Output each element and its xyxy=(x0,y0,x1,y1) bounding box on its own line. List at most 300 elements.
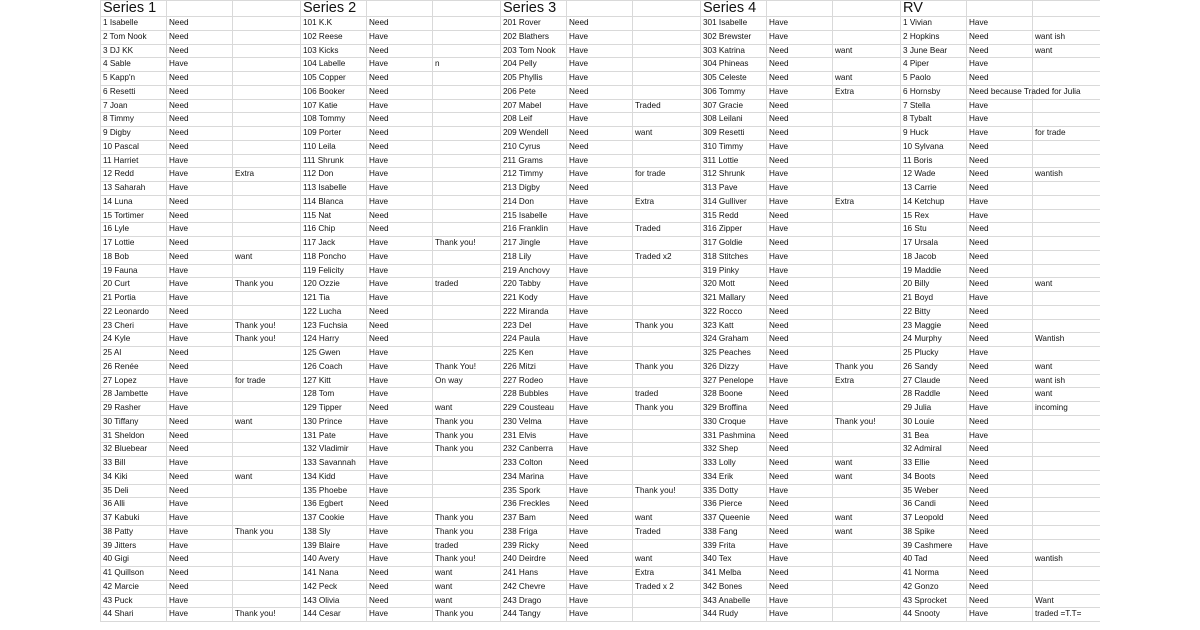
item-name-cell[interactable]: 133 Savannah xyxy=(301,457,367,471)
status-cell[interactable]: Have xyxy=(567,278,633,292)
note-cell[interactable]: Thank you xyxy=(233,525,301,539)
empty-cell[interactable] xyxy=(567,1,633,17)
status-cell[interactable]: Have xyxy=(167,525,233,539)
item-name-cell[interactable]: 225 Ken xyxy=(501,347,567,361)
note-cell[interactable]: want xyxy=(1033,388,1101,402)
status-cell[interactable]: Have xyxy=(967,402,1033,416)
status-cell[interactable]: Have xyxy=(767,195,833,209)
status-cell[interactable]: Have xyxy=(167,333,233,347)
item-name-cell[interactable]: 8 Tybalt xyxy=(901,113,967,127)
status-cell[interactable]: Need xyxy=(167,127,233,141)
note-cell[interactable] xyxy=(433,498,501,512)
note-cell[interactable]: want xyxy=(433,402,501,416)
item-name-cell[interactable]: 330 Croque xyxy=(701,415,767,429)
item-name-cell[interactable]: 341 Melba xyxy=(701,567,767,581)
note-cell[interactable]: want xyxy=(633,127,701,141)
status-cell[interactable]: Need xyxy=(967,140,1033,154)
note-cell[interactable] xyxy=(433,319,501,333)
note-cell[interactable] xyxy=(233,388,301,402)
note-cell[interactable] xyxy=(1033,498,1101,512)
status-cell[interactable]: Need xyxy=(967,470,1033,484)
item-name-cell[interactable]: 22 Leonardo xyxy=(101,305,167,319)
note-cell[interactable] xyxy=(633,443,701,457)
status-cell[interactable]: Have xyxy=(167,608,233,622)
note-cell[interactable]: Thank you xyxy=(833,360,901,374)
note-cell[interactable] xyxy=(833,580,901,594)
item-name-cell[interactable]: 6 Resetti xyxy=(101,85,167,99)
note-cell[interactable] xyxy=(1033,525,1101,539)
item-name-cell[interactable]: 316 Zipper xyxy=(701,223,767,237)
item-name-cell[interactable]: 304 Phineas xyxy=(701,58,767,72)
item-name-cell[interactable]: 33 Bill xyxy=(101,457,167,471)
note-cell[interactable]: wantish xyxy=(1033,553,1101,567)
item-name-cell[interactable]: 120 Ozzie xyxy=(301,278,367,292)
item-name-cell[interactable]: 29 Julia xyxy=(901,402,967,416)
status-cell[interactable]: Have xyxy=(367,553,433,567)
status-cell[interactable]: Have xyxy=(167,58,233,72)
item-name-cell[interactable]: 333 Lolly xyxy=(701,457,767,471)
status-cell[interactable]: Have xyxy=(567,484,633,498)
item-name-cell[interactable]: 337 Queenie xyxy=(701,512,767,526)
status-cell[interactable]: Need xyxy=(167,72,233,86)
note-cell[interactable] xyxy=(433,17,501,31)
item-name-cell[interactable]: 343 Anabelle xyxy=(701,594,767,608)
note-cell[interactable] xyxy=(633,415,701,429)
note-cell[interactable]: n xyxy=(433,58,501,72)
note-cell[interactable] xyxy=(233,347,301,361)
item-name-cell[interactable]: 18 Bob xyxy=(101,250,167,264)
note-cell[interactable] xyxy=(233,99,301,113)
note-cell[interactable] xyxy=(833,305,901,319)
status-cell[interactable]: Have xyxy=(967,292,1033,306)
note-cell[interactable] xyxy=(633,72,701,86)
note-cell[interactable]: want xyxy=(833,457,901,471)
status-cell[interactable]: Need xyxy=(967,278,1033,292)
note-cell[interactable] xyxy=(433,250,501,264)
status-cell[interactable]: Need xyxy=(567,182,633,196)
note-cell[interactable]: Thank you! xyxy=(233,333,301,347)
item-name-cell[interactable]: 33 Ellie xyxy=(901,457,967,471)
item-name-cell[interactable]: 109 Porter xyxy=(301,127,367,141)
status-cell[interactable]: Need xyxy=(167,470,233,484)
status-cell[interactable]: Need xyxy=(767,113,833,127)
empty-cell[interactable] xyxy=(433,1,501,17)
note-cell[interactable] xyxy=(833,278,901,292)
item-name-cell[interactable]: 318 Stitches xyxy=(701,250,767,264)
item-name-cell[interactable]: 43 Puck xyxy=(101,594,167,608)
item-name-cell[interactable]: 29 Rasher xyxy=(101,402,167,416)
status-cell[interactable]: Have xyxy=(167,278,233,292)
item-name-cell[interactable]: 16 Lyle xyxy=(101,223,167,237)
note-cell[interactable]: for trade xyxy=(1033,127,1101,141)
item-name-cell[interactable]: 234 Marina xyxy=(501,470,567,484)
item-name-cell[interactable]: 315 Redd xyxy=(701,209,767,223)
item-name-cell[interactable]: 24 Kyle xyxy=(101,333,167,347)
status-cell[interactable]: Have xyxy=(767,539,833,553)
item-name-cell[interactable]: 28 Raddle xyxy=(901,388,967,402)
note-cell[interactable] xyxy=(833,292,901,306)
status-cell[interactable]: Need xyxy=(767,580,833,594)
note-cell[interactable] xyxy=(833,333,901,347)
status-cell[interactable]: Need xyxy=(167,30,233,44)
status-cell[interactable]: Have xyxy=(367,360,433,374)
status-cell[interactable]: Have xyxy=(367,608,433,622)
status-cell[interactable]: Have xyxy=(367,374,433,388)
status-cell[interactable]: Need xyxy=(167,44,233,58)
note-cell[interactable]: want xyxy=(1033,44,1101,58)
note-cell[interactable]: On way xyxy=(433,374,501,388)
status-cell[interactable]: Need xyxy=(367,594,433,608)
note-cell[interactable] xyxy=(633,278,701,292)
item-name-cell[interactable]: 310 Timmy xyxy=(701,140,767,154)
item-name-cell[interactable]: 118 Poncho xyxy=(301,250,367,264)
item-name-cell[interactable]: 115 Nat xyxy=(301,209,367,223)
item-name-cell[interactable]: 3 DJ KK xyxy=(101,44,167,58)
status-cell[interactable]: Have xyxy=(967,127,1033,141)
note-cell[interactable]: want xyxy=(433,580,501,594)
status-cell[interactable]: Have xyxy=(767,374,833,388)
item-name-cell[interactable]: 35 Weber xyxy=(901,484,967,498)
status-cell[interactable]: Need xyxy=(367,223,433,237)
status-cell[interactable]: Have xyxy=(567,72,633,86)
note-cell[interactable] xyxy=(633,58,701,72)
status-cell[interactable]: Have xyxy=(567,374,633,388)
status-cell[interactable]: Have xyxy=(767,250,833,264)
item-name-cell[interactable]: 224 Paula xyxy=(501,333,567,347)
item-name-cell[interactable]: 4 Sable xyxy=(101,58,167,72)
item-name-cell[interactable]: 1 Vivian xyxy=(901,17,967,31)
status-cell[interactable]: Need xyxy=(167,113,233,127)
note-cell[interactable] xyxy=(1033,539,1101,553)
note-cell[interactable]: Want xyxy=(1033,594,1101,608)
status-cell[interactable]: Need xyxy=(367,85,433,99)
status-cell[interactable]: Have xyxy=(567,264,633,278)
status-cell[interactable]: Have xyxy=(567,443,633,457)
status-cell[interactable]: Need xyxy=(967,484,1033,498)
series-title[interactable]: RV xyxy=(901,1,967,17)
status-cell[interactable]: Have xyxy=(367,429,433,443)
item-name-cell[interactable]: 340 Tex xyxy=(701,553,767,567)
item-name-cell[interactable]: 308 Leilani xyxy=(701,113,767,127)
item-name-cell[interactable]: 229 Cousteau xyxy=(501,402,567,416)
status-cell[interactable]: Need xyxy=(767,292,833,306)
note-cell[interactable]: Thank you xyxy=(433,443,501,457)
note-cell[interactable]: want xyxy=(833,512,901,526)
item-name-cell[interactable]: 326 Dizzy xyxy=(701,360,767,374)
status-cell[interactable]: Need xyxy=(767,429,833,443)
item-name-cell[interactable]: 221 Kody xyxy=(501,292,567,306)
item-name-cell[interactable]: 202 Blathers xyxy=(501,30,567,44)
status-cell[interactable]: Have xyxy=(767,140,833,154)
status-cell[interactable]: Need xyxy=(967,498,1033,512)
status-cell[interactable]: Need xyxy=(767,99,833,113)
status-cell[interactable]: Have xyxy=(367,415,433,429)
status-cell[interactable]: Have xyxy=(367,388,433,402)
status-cell[interactable]: Have xyxy=(367,195,433,209)
item-name-cell[interactable]: 328 Boone xyxy=(701,388,767,402)
note-cell[interactable]: want xyxy=(233,250,301,264)
status-cell[interactable]: Need xyxy=(767,402,833,416)
note-cell[interactable]: traded xyxy=(433,539,501,553)
item-name-cell[interactable]: 32 Admiral xyxy=(901,443,967,457)
item-name-cell[interactable]: 21 Portia xyxy=(101,292,167,306)
item-name-cell[interactable]: 31 Bea xyxy=(901,429,967,443)
note-cell[interactable] xyxy=(1033,58,1101,72)
note-cell[interactable] xyxy=(233,72,301,86)
item-name-cell[interactable]: 236 Freckles xyxy=(501,498,567,512)
note-cell[interactable] xyxy=(433,223,501,237)
note-cell[interactable]: want xyxy=(1033,278,1101,292)
status-cell[interactable]: Need xyxy=(367,402,433,416)
status-cell[interactable]: Need xyxy=(967,30,1033,44)
item-name-cell[interactable]: 226 Mitzi xyxy=(501,360,567,374)
note-cell[interactable]: Thank you xyxy=(233,278,301,292)
note-cell[interactable] xyxy=(1033,72,1101,86)
note-cell[interactable] xyxy=(1033,429,1101,443)
item-name-cell[interactable]: 41 Norma xyxy=(901,567,967,581)
item-name-cell[interactable]: 209 Wendell xyxy=(501,127,567,141)
item-name-cell[interactable]: 309 Resetti xyxy=(701,127,767,141)
status-cell[interactable]: Need xyxy=(567,498,633,512)
item-name-cell[interactable]: 110 Leila xyxy=(301,140,367,154)
status-cell[interactable]: Need xyxy=(167,429,233,443)
item-name-cell[interactable]: 214 Don xyxy=(501,195,567,209)
status-cell[interactable]: Need xyxy=(967,594,1033,608)
status-cell[interactable]: Have xyxy=(367,443,433,457)
note-cell[interactable]: traded =T.T= xyxy=(1033,608,1101,622)
item-name-cell[interactable]: 6 Hornsby xyxy=(901,85,967,99)
status-cell[interactable]: Need xyxy=(367,498,433,512)
note-cell[interactable] xyxy=(1033,319,1101,333)
item-name-cell[interactable]: 5 Paolo xyxy=(901,72,967,86)
item-name-cell[interactable]: 101 K.K xyxy=(301,17,367,31)
note-cell[interactable] xyxy=(233,127,301,141)
item-name-cell[interactable]: 40 Gigi xyxy=(101,553,167,567)
item-name-cell[interactable]: 130 Prince xyxy=(301,415,367,429)
status-cell[interactable]: Have xyxy=(367,30,433,44)
note-cell[interactable] xyxy=(233,553,301,567)
note-cell[interactable] xyxy=(1033,470,1101,484)
status-cell[interactable]: Need xyxy=(567,457,633,471)
item-name-cell[interactable]: 128 Tom xyxy=(301,388,367,402)
note-cell[interactable] xyxy=(233,594,301,608)
item-name-cell[interactable]: 10 Sylvana xyxy=(901,140,967,154)
status-cell[interactable]: Need xyxy=(567,539,633,553)
note-cell[interactable]: Thank you xyxy=(633,319,701,333)
item-name-cell[interactable]: 211 Grams xyxy=(501,154,567,168)
status-cell[interactable]: Have xyxy=(367,278,433,292)
note-cell[interactable] xyxy=(1033,209,1101,223)
note-cell[interactable] xyxy=(433,140,501,154)
status-cell[interactable]: Need xyxy=(767,388,833,402)
item-name-cell[interactable]: 314 Gulliver xyxy=(701,195,767,209)
item-name-cell[interactable]: 15 Tortimer xyxy=(101,209,167,223)
empty-cell[interactable] xyxy=(767,1,833,17)
item-name-cell[interactable]: 127 Kitt xyxy=(301,374,367,388)
item-name-cell[interactable]: 237 Bam xyxy=(501,512,567,526)
status-cell[interactable]: Have xyxy=(167,594,233,608)
item-name-cell[interactable]: 23 Cheri xyxy=(101,319,167,333)
item-name-cell[interactable]: 307 Gracie xyxy=(701,99,767,113)
status-cell[interactable]: Have xyxy=(767,17,833,31)
item-name-cell[interactable]: 218 Lily xyxy=(501,250,567,264)
item-name-cell[interactable]: 32 Bluebear xyxy=(101,443,167,457)
item-name-cell[interactable]: 9 Digby xyxy=(101,127,167,141)
note-cell[interactable]: Extra xyxy=(833,85,901,99)
item-name-cell[interactable]: 301 Isabelle xyxy=(701,17,767,31)
item-name-cell[interactable]: 242 Chevre xyxy=(501,580,567,594)
note-cell[interactable] xyxy=(833,402,901,416)
note-cell[interactable]: Extra xyxy=(633,567,701,581)
item-name-cell[interactable]: 37 Leopold xyxy=(901,512,967,526)
status-cell[interactable]: Have xyxy=(167,154,233,168)
item-name-cell[interactable]: 121 Tia xyxy=(301,292,367,306)
item-name-cell[interactable]: 303 Katrina xyxy=(701,44,767,58)
status-cell[interactable]: Have xyxy=(567,292,633,306)
note-cell[interactable] xyxy=(633,85,701,99)
note-cell[interactable] xyxy=(833,237,901,251)
status-cell[interactable]: Have xyxy=(167,264,233,278)
note-cell[interactable] xyxy=(1033,415,1101,429)
item-name-cell[interactable]: 25 Plucky xyxy=(901,347,967,361)
status-cell[interactable]: Need xyxy=(767,470,833,484)
status-cell[interactable]: Need xyxy=(967,580,1033,594)
item-name-cell[interactable]: 107 Katie xyxy=(301,99,367,113)
note-cell[interactable]: want xyxy=(233,470,301,484)
note-cell[interactable] xyxy=(1033,305,1101,319)
status-cell[interactable]: Have xyxy=(367,292,433,306)
item-name-cell[interactable]: 227 Rodeo xyxy=(501,374,567,388)
note-cell[interactable]: Thank you! xyxy=(833,415,901,429)
item-name-cell[interactable]: 44 Shari xyxy=(101,608,167,622)
item-name-cell[interactable]: 13 Saharah xyxy=(101,182,167,196)
note-cell[interactable] xyxy=(833,223,901,237)
status-cell[interactable]: Have xyxy=(167,498,233,512)
status-cell[interactable]: Need xyxy=(167,360,233,374)
note-cell[interactable]: want ish xyxy=(1033,30,1101,44)
status-cell[interactable]: Have xyxy=(567,305,633,319)
note-cell[interactable] xyxy=(833,30,901,44)
item-name-cell[interactable]: 136 Egbert xyxy=(301,498,367,512)
status-cell[interactable]: Have xyxy=(167,512,233,526)
status-cell[interactable]: Need xyxy=(167,443,233,457)
item-name-cell[interactable]: 239 Ricky xyxy=(501,539,567,553)
note-cell[interactable] xyxy=(433,44,501,58)
note-cell[interactable] xyxy=(1033,250,1101,264)
item-name-cell[interactable]: 106 Booker xyxy=(301,85,367,99)
item-name-cell[interactable]: 142 Peck xyxy=(301,580,367,594)
note-cell[interactable] xyxy=(233,182,301,196)
item-name-cell[interactable]: 15 Rex xyxy=(901,209,967,223)
status-cell[interactable]: Need xyxy=(367,209,433,223)
note-cell[interactable] xyxy=(433,484,501,498)
note-cell[interactable] xyxy=(833,209,901,223)
note-cell[interactable] xyxy=(233,223,301,237)
status-cell[interactable]: Have xyxy=(767,484,833,498)
note-cell[interactable]: Thank you! xyxy=(233,608,301,622)
item-name-cell[interactable]: 27 Lopez xyxy=(101,374,167,388)
note-cell[interactable] xyxy=(433,154,501,168)
item-name-cell[interactable]: 11 Boris xyxy=(901,154,967,168)
note-cell[interactable] xyxy=(633,154,701,168)
item-name-cell[interactable]: 36 Alli xyxy=(101,498,167,512)
item-name-cell[interactable]: 123 Fuchsia xyxy=(301,319,367,333)
status-cell[interactable]: Have xyxy=(367,182,433,196)
note-cell[interactable] xyxy=(833,608,901,622)
item-name-cell[interactable]: 17 Ursala xyxy=(901,237,967,251)
status-cell[interactable]: Have xyxy=(767,182,833,196)
status-cell[interactable]: Have xyxy=(167,182,233,196)
item-name-cell[interactable]: 13 Carrie xyxy=(901,182,967,196)
status-cell[interactable]: Need xyxy=(967,415,1033,429)
item-name-cell[interactable]: 43 Sprocket xyxy=(901,594,967,608)
item-name-cell[interactable]: 42 Gonzo xyxy=(901,580,967,594)
item-name-cell[interactable]: 312 Shrunk xyxy=(701,168,767,182)
status-cell[interactable]: Have xyxy=(167,223,233,237)
status-cell[interactable]: Need xyxy=(767,278,833,292)
item-name-cell[interactable]: 35 Deli xyxy=(101,484,167,498)
note-cell[interactable]: traded xyxy=(633,388,701,402)
status-cell[interactable]: Have xyxy=(367,168,433,182)
item-name-cell[interactable]: 117 Jack xyxy=(301,237,367,251)
note-cell[interactable] xyxy=(233,457,301,471)
note-cell[interactable] xyxy=(233,292,301,306)
item-name-cell[interactable]: 342 Bones xyxy=(701,580,767,594)
item-name-cell[interactable]: 27 Claude xyxy=(901,374,967,388)
item-name-cell[interactable]: 114 Blanca xyxy=(301,195,367,209)
status-cell[interactable]: Have xyxy=(367,237,433,251)
note-cell[interactable] xyxy=(833,182,901,196)
note-cell[interactable] xyxy=(233,140,301,154)
note-cell[interactable] xyxy=(1033,567,1101,581)
status-cell[interactable]: Have xyxy=(567,608,633,622)
note-cell[interactable]: Thank you xyxy=(433,415,501,429)
note-cell[interactable] xyxy=(1033,347,1101,361)
item-name-cell[interactable]: 22 Bitty xyxy=(901,305,967,319)
status-cell[interactable]: Need xyxy=(167,580,233,594)
note-cell[interactable] xyxy=(1033,457,1101,471)
status-cell[interactable]: Need xyxy=(767,237,833,251)
note-cell[interactable]: Extra xyxy=(633,195,701,209)
item-name-cell[interactable]: 228 Bubbles xyxy=(501,388,567,402)
status-cell[interactable]: Have xyxy=(367,58,433,72)
note-cell[interactable]: want xyxy=(433,567,501,581)
item-name-cell[interactable]: 11 Harriet xyxy=(101,154,167,168)
item-name-cell[interactable]: 212 Timmy xyxy=(501,168,567,182)
note-cell[interactable] xyxy=(633,292,701,306)
note-cell[interactable] xyxy=(633,457,701,471)
status-cell[interactable]: Have xyxy=(367,525,433,539)
item-name-cell[interactable]: 119 Felicity xyxy=(301,264,367,278)
note-cell[interactable] xyxy=(433,388,501,402)
note-cell[interactable] xyxy=(1033,580,1101,594)
note-cell[interactable]: Extra xyxy=(233,168,301,182)
item-name-cell[interactable]: 5 Kapp'n xyxy=(101,72,167,86)
status-cell[interactable]: Need xyxy=(767,58,833,72)
item-name-cell[interactable]: 322 Rocco xyxy=(701,305,767,319)
note-cell[interactable]: for trade xyxy=(233,374,301,388)
status-cell[interactable]: Have xyxy=(567,360,633,374)
note-cell[interactable] xyxy=(833,539,901,553)
note-cell[interactable]: Thank you! xyxy=(433,553,501,567)
item-name-cell[interactable]: 2 Hopkins xyxy=(901,30,967,44)
status-cell[interactable]: Have xyxy=(167,374,233,388)
status-cell[interactable]: Need xyxy=(967,223,1033,237)
item-name-cell[interactable]: 216 Franklin xyxy=(501,223,567,237)
note-cell[interactable]: Traded xyxy=(633,223,701,237)
item-name-cell[interactable]: 329 Broffina xyxy=(701,402,767,416)
empty-cell[interactable] xyxy=(633,1,701,17)
